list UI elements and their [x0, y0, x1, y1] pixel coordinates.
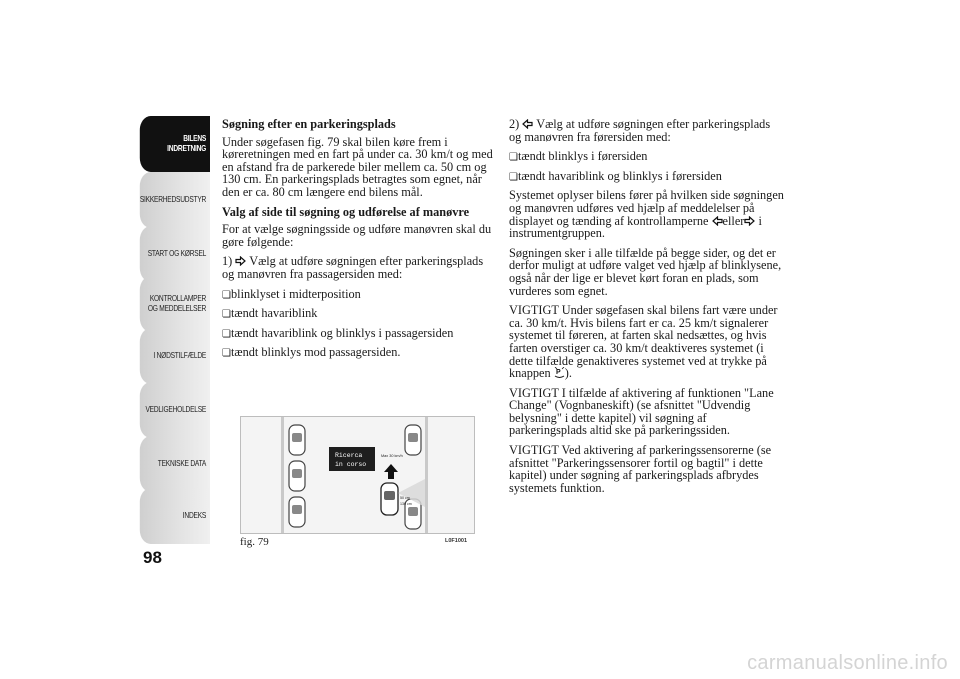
bullet-text: tændt blinklys i førersiden	[518, 149, 648, 164]
bullet-text: tændt havariblink og blinklys i passagersiden	[231, 325, 454, 340]
step-1-number: 1)	[222, 254, 233, 269]
bullet-text: tændt havariblink	[231, 306, 318, 321]
step-1	[222, 255, 494, 280]
right-curb	[425, 417, 428, 534]
step-2-text: Vælg at udføre søgningen efter parkeringsplads og manøvren fra førersiden med:	[509, 117, 771, 144]
bullet-text: blinklyset i midterposition	[231, 286, 361, 301]
figure-caption: fig. 79	[240, 536, 269, 548]
step-2-number: 2)	[509, 117, 520, 131]
left-curb	[281, 417, 284, 534]
chapter-tab-5[interactable]	[140, 328, 210, 384]
bullet-item	[222, 307, 494, 322]
right-column	[509, 118, 784, 501]
paragraph-side-selection: For at vælge søgningsside og udføre manøvren skal du gøre følgende:	[222, 222, 492, 249]
chapter-tab-1[interactable]	[140, 116, 210, 172]
important-speed-text: VIGTIGT Under søgefasen skal bilens fart være under ca. 30 km/t. Hvis bilens fart er ca. 25 km/t signalerer systemet til føreren, at farten skal nedsættes, og hvis farten overstiger ca. 30 km/t deaktiveres systemet (i dette tilfælde genaktiveres systemet ved at trykke på knappen	[509, 303, 778, 381]
parked-car-right-1	[405, 425, 421, 455]
chapter-tab-8[interactable]	[140, 488, 210, 544]
chapter-tab-label: START OG KØRSEL	[147, 248, 207, 259]
arrow-right-icon	[235, 256, 246, 266]
moving-car	[381, 483, 398, 515]
svg-text:P: P	[555, 369, 561, 377]
chapter-tab-2[interactable]	[140, 172, 210, 228]
driver-side-options	[509, 150, 784, 184]
passenger-side-options	[222, 288, 494, 361]
bullet-box-icon: ❏	[222, 348, 231, 360]
page-number: 98	[143, 548, 162, 567]
chapter-tab-7[interactable]	[140, 436, 210, 492]
display-text-1: Ricerca	[335, 452, 363, 459]
chapter-tab-3[interactable]	[140, 226, 210, 282]
chapter-tab-label: VEDLIGEHOLDELSE	[145, 404, 207, 415]
chapter-tab-label: BILENS INDRETNING	[167, 133, 207, 153]
bullet-item	[509, 150, 784, 165]
speed-label: Max 30 km/h	[381, 454, 403, 458]
bullet-box-icon: ❏	[222, 289, 231, 301]
system-info-end: i instrumentgruppen.	[509, 213, 762, 241]
step-1-text: Vælg at udføre søgningen efter parkeringsplads og manøvren fra passagersiden med:	[222, 254, 484, 281]
distance-label-2: 130 cm	[400, 502, 412, 506]
watermark: carmanualsonline.info	[747, 652, 948, 674]
chapter-tab-label: KONTROLLAMPER OG MEDDELELSER	[147, 293, 207, 313]
paragraph-search: Under søgefasen fig. 79 skal bilen køre frem i køreretningen med en fart på under ca. 30 km/t og med en afstand fra de parkerede biler mellem ca. 50 cm og 130 cm. En parkeringsplads betragtes som egnet, når den er ca. 80 cm længere end bilens mål.	[222, 134, 493, 199]
bullet-item	[222, 327, 494, 342]
important-speed-end: ).	[564, 366, 572, 381]
parked-car-left-2	[289, 461, 305, 491]
heading-side-selection: Valg af side til søgning og udførelse af manøvre	[222, 204, 470, 219]
bullet-box-icon: ❏	[222, 309, 231, 321]
display-text-2: in corso	[335, 461, 367, 468]
bullet-text: tændt blinklys mod passagersiden.	[231, 345, 401, 360]
chapter-tab-label: SIKKERHEDSUDSTYR	[139, 194, 207, 205]
parked-car-left-1	[289, 425, 305, 455]
paragraph-search-sides: Søgningen sker i alle tilfælde på begge sider, og det er derfor muligt at udføre valget ved hjælp af blinklysene, også når der lige er blevet kørt foran en plads, som vurderes som egnet.	[509, 245, 782, 298]
distance-label-1: 50 cm	[400, 496, 410, 500]
left-column	[222, 118, 494, 366]
parking-diagram	[241, 417, 475, 534]
chapter-tab-4[interactable]	[140, 276, 210, 332]
system-info-or: eller	[722, 213, 745, 228]
bullet-item	[222, 346, 494, 361]
paragraph-important-sensors: VIGTIGT Ved aktivering af parkeringssensorerne (se afsnittet "Parkeringssensorer fortil og bagtil" i dette kapitel) under søgning af parkeringsplads afbrydes systemets funktion.	[509, 443, 772, 495]
arrow-left-icon	[522, 119, 533, 129]
figure-code: L0F1001	[445, 538, 468, 544]
parked-car-left-3	[289, 497, 305, 527]
chapter-tab-label: I NØDSTILFÆLDE	[153, 350, 207, 361]
park-assist-button-icon	[554, 367, 565, 379]
step-2	[509, 118, 784, 143]
bullet-box-icon: ❏	[509, 152, 518, 164]
bullet-box-icon: ❏	[509, 171, 518, 183]
bullet-item	[509, 170, 784, 185]
bullet-box-icon: ❏	[222, 328, 231, 340]
parking-search-illustration	[240, 416, 475, 534]
bullet-item	[222, 288, 494, 303]
chapter-tab-label: TEKNISKE DATA	[157, 458, 207, 469]
heading-search: Søgning efter en parkeringsplads	[222, 117, 396, 131]
paragraph-important-speed	[509, 304, 784, 380]
arrow-right-icon	[744, 216, 755, 226]
paragraph-system-info	[509, 189, 784, 239]
chapter-tab-label: INDEKS	[182, 510, 207, 521]
paragraph-important-lane-change: VIGTIGT I tilfælde af aktivering af funktionen "Lane Change" (Vognbaneskift) (se afsnittet "Udvendig belysning" i dette kapitel) vil søgning af parkeringsplads altid ske på parkeringssiden.	[509, 385, 774, 438]
chapter-tab-6[interactable]	[140, 382, 210, 438]
system-info-text: Systemet oplyser bilens fører på hvilken side søgningen og manøvren udføres ved hjælp af meddelelser på displayet og tænding af kontrollamperne	[509, 188, 784, 228]
arrow-left-icon	[712, 216, 723, 226]
bullet-text: tændt havariblink og blinklys i førersiden	[518, 168, 722, 183]
